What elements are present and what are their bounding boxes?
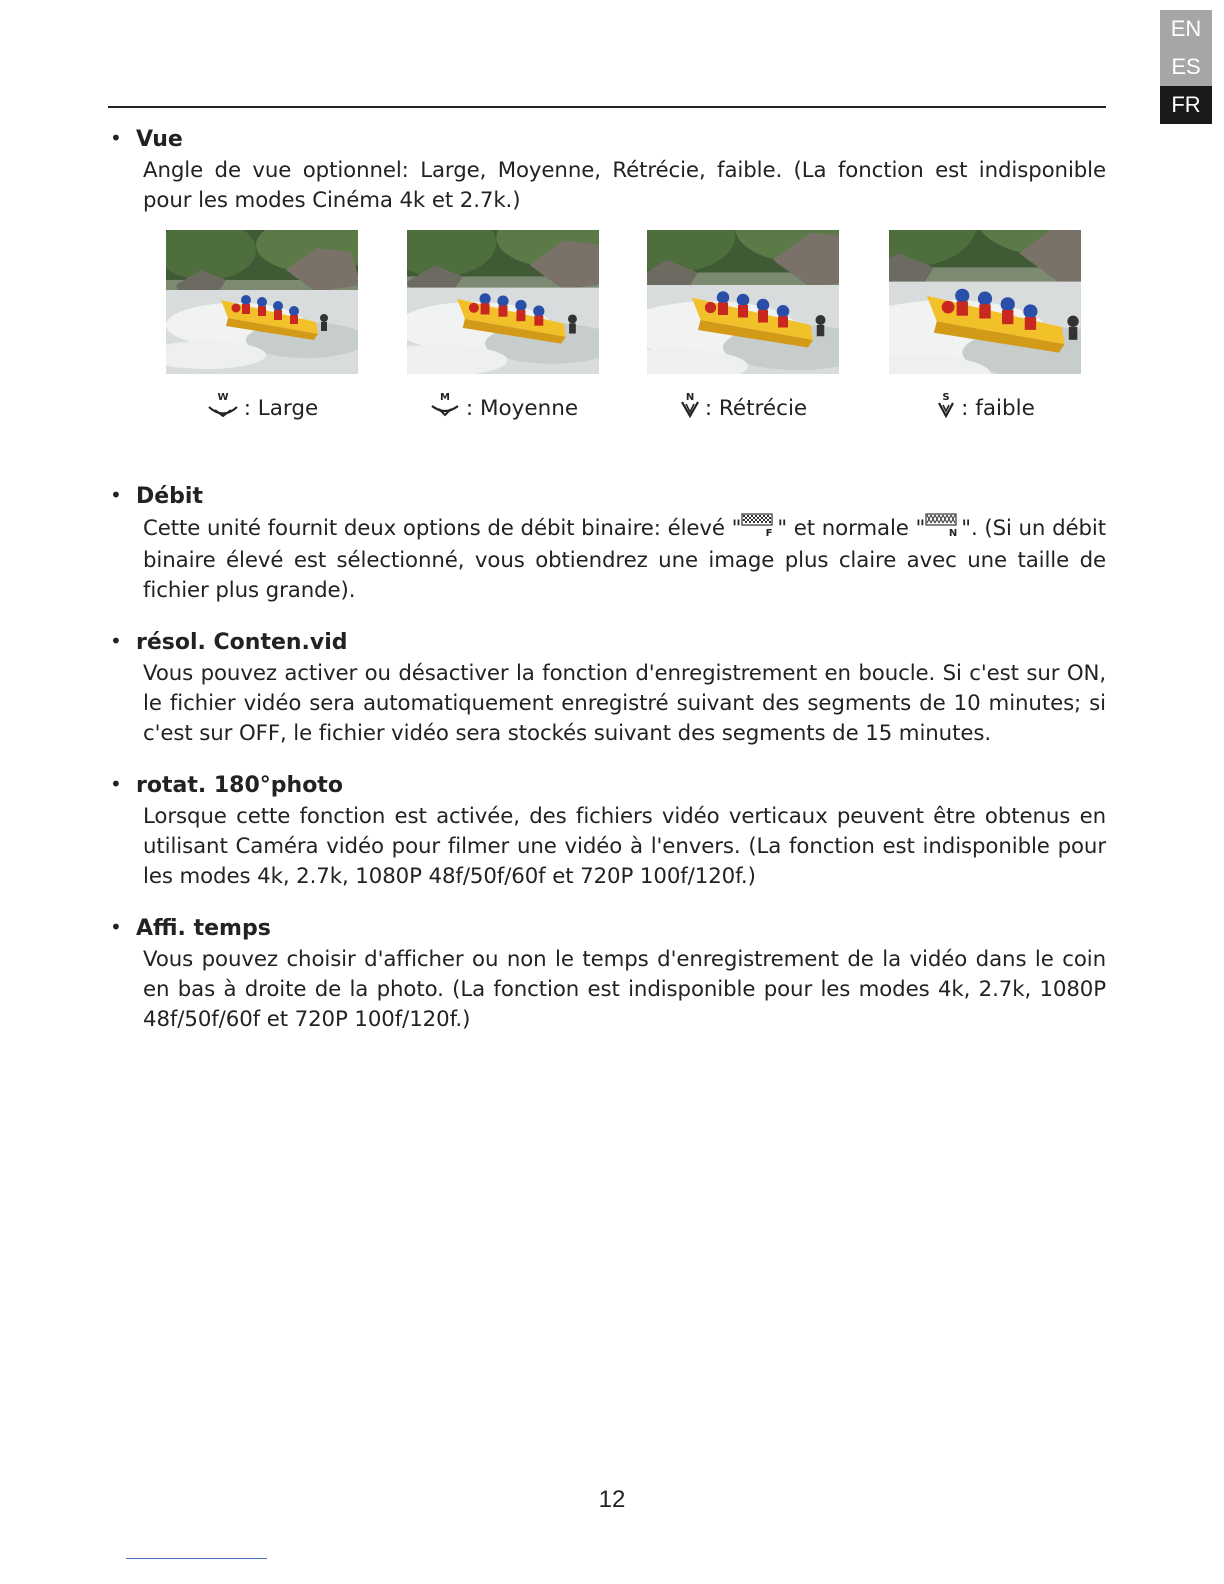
bullet: • <box>110 126 122 150</box>
body-text: Cette unité fournit deux options de débit binaire: élevé " <box>143 516 742 541</box>
view-angle-photos <box>108 230 1106 460</box>
section-resol <box>108 627 1106 749</box>
caption-text: : faible <box>961 396 1035 421</box>
language-tabs <box>1160 10 1212 124</box>
section-title: résol. Conten.vid <box>136 630 348 655</box>
photo-caption <box>166 390 358 424</box>
view-wide-icon <box>206 390 240 424</box>
main-content <box>108 124 1106 1056</box>
bullet: • <box>110 629 122 653</box>
section-title: rotat. 180°photo <box>136 773 343 798</box>
caption-text: : Moyenne <box>465 396 579 421</box>
section-affi <box>108 913 1106 1035</box>
section-debit <box>108 481 1106 606</box>
section-title: Affi. temps <box>136 916 271 941</box>
photo-caption <box>889 390 1081 424</box>
bullet: • <box>110 483 122 507</box>
photo-medium <box>407 230 599 424</box>
header-rule <box>108 106 1106 108</box>
bitrate-normal-icon <box>925 513 961 546</box>
view-small-icon <box>935 390 957 424</box>
body-text: ". (Si un débit binaire élevé est sélectionné, vous obtiendrez une image plus claire avec une taille de fichier plus grande). <box>143 516 1106 603</box>
section-body: Vous pouvez choisir d'afficher ou non le temps d'enregistrement de la vidéo dans le coin en bas à droite de la photo. (La fonction est indisponible pour les modes 4k, 2.7k, 1080P 48f/50f/60f et 720P 100f/120f.) <box>143 947 1106 1032</box>
photo-large <box>166 230 358 424</box>
rafting-photo <box>889 230 1081 374</box>
photo-small <box>889 230 1081 424</box>
svg-text:M: M <box>439 392 450 403</box>
section-body: Lorsque cette fonction est activée, des fichiers vidéo verticaux peuvent être obtenus en utilisant Caméra vidéo pour filmer une vidéo à l'envers. (La fonction est indisponible pour les modes 4k, 2.7k, 1080P 48f/50f/60f et 720P 100f/120f.) <box>143 804 1106 889</box>
section-body <box>143 513 1106 606</box>
section-vue <box>108 124 1106 460</box>
svg-text:N: N <box>949 528 958 537</box>
svg-text:N: N <box>685 392 695 403</box>
section-body: Vous pouvez activer ou désactiver la fonction d'enregistrement en boucle. Si c'est sur ON, le fichier vidéo sera automatiquement enregistré suivant des segments de 10 minutes; si c'est sur OFF, le fichier vidéo sera stockés suivant des segments de 15 minutes. <box>143 661 1106 746</box>
rafting-photo <box>166 230 358 374</box>
body-text: " et normale " <box>777 516 926 541</box>
section-title: Vue <box>136 127 183 152</box>
svg-text:S: S <box>942 392 950 403</box>
footer-link-rule <box>126 1558 267 1559</box>
svg-text:F: F <box>765 528 773 537</box>
caption-text: : Large <box>243 396 319 421</box>
lang-tab-es[interactable]: ES <box>1160 48 1212 86</box>
section-title: Débit <box>136 484 203 509</box>
photo-caption <box>647 390 839 424</box>
photo-narrow <box>647 230 839 424</box>
lang-tab-fr[interactable]: FR <box>1160 86 1212 124</box>
rafting-photo <box>647 230 839 374</box>
section-body: Angle de vue optionnel: Large, Moyenne, Rétrécie, faible. (La fonction est indisponible pour les modes Cinéma 4k et 2.7k.) <box>143 158 1106 213</box>
rafting-photo <box>407 230 599 374</box>
page-number: 12 <box>598 1486 626 1513</box>
section-rotat <box>108 770 1106 892</box>
svg-text:W: W <box>217 392 229 403</box>
bitrate-fine-icon <box>741 513 777 546</box>
bullet: • <box>110 772 122 796</box>
bullet: • <box>110 915 122 939</box>
photo-caption <box>407 390 599 424</box>
caption-text: : Rétrécie <box>704 396 808 421</box>
lang-tab-en[interactable]: EN <box>1160 10 1212 48</box>
view-narrow-icon <box>679 390 701 424</box>
view-medium-icon <box>428 390 462 424</box>
